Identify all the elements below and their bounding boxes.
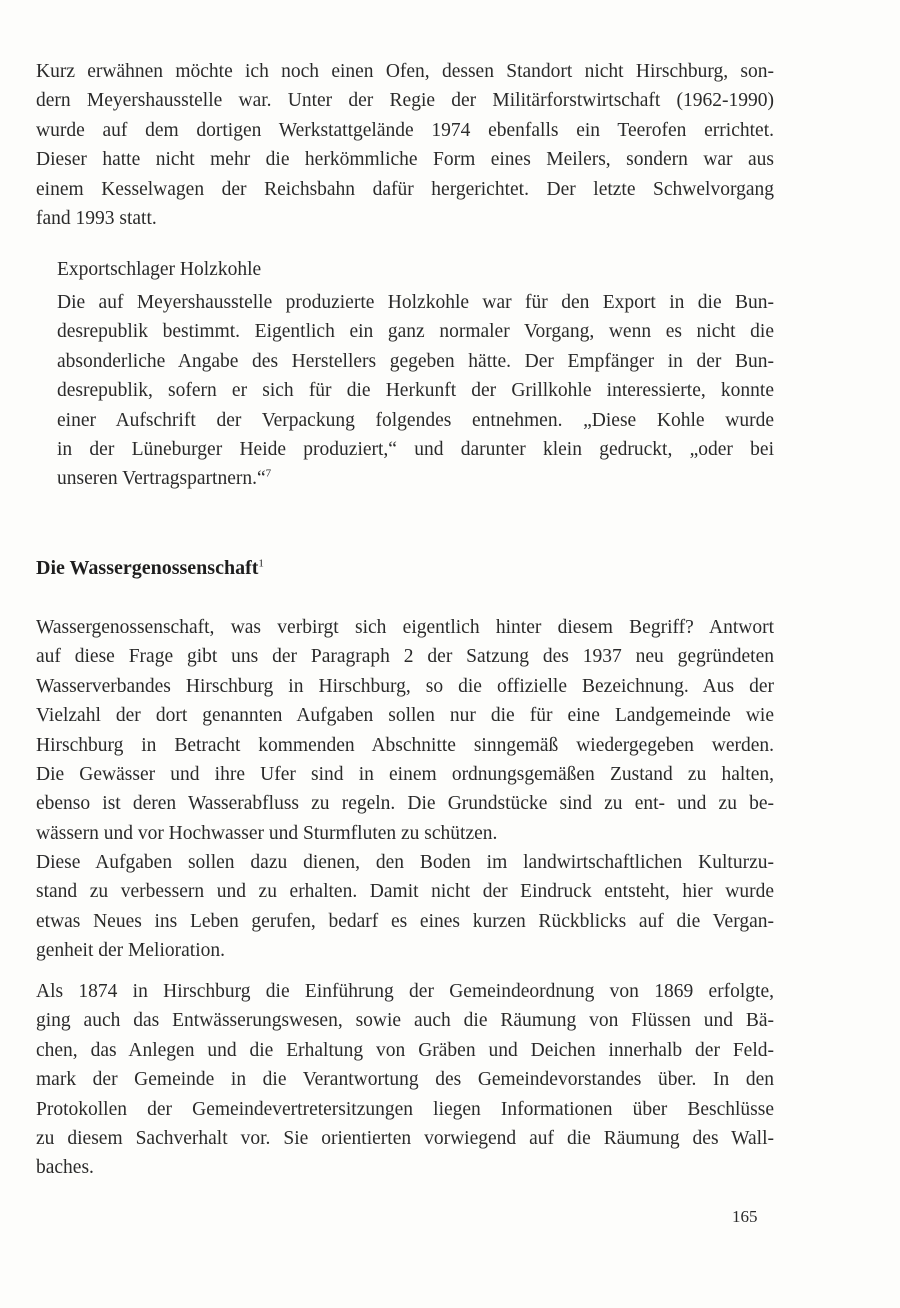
text-line-content: unseren Vertragspartnern.“ — [57, 468, 266, 490]
footnote-marker: 7 — [265, 467, 272, 480]
text-line: absonderliche Angabe des Herstellers gegeben hätte. Der Empfänger in der Bun- — [57, 350, 774, 372]
export-subheading: Exportschlager Holzkohle — [57, 259, 262, 280]
export-paragraph — [57, 288, 774, 494]
text-line: einem Kesselwagen der Reichsbahn dafür hergerichtet. Der letzte Schwelvorgang — [36, 178, 774, 200]
text-line: wurde auf dem dortigen Werkstattgelände 1974 ebenfalls ein Teerofen errichtet. — [36, 119, 774, 141]
text-line: Als 1874 in Hirschburg die Einführung der Gemeindeordnung von 1869 erfolgte, — [36, 981, 774, 1002]
text-line: desrepublik bestimmt. Eigentlich ein ganz normaler Vorgang, wenn es nicht die — [57, 321, 774, 343]
text-line: einer Aufschrift der Verpackung folgendes entnehmen. „Diese Kohle wurde — [57, 409, 774, 431]
text-line: ging auch das Entwässerungswesen, sowie auch die Räumung von Flüssen und Bä- — [36, 1010, 774, 1032]
text-line: baches. — [36, 1157, 94, 1179]
text-line: Die Gewässer und ihre Ufer sind in einem ordnungsgemäßen Zustand zu halten, — [36, 764, 774, 786]
section-heading-text: Die Wassergenossenschaft — [36, 557, 259, 579]
text-line — [57, 464, 774, 493]
text-line: auf diese Frage gibt uns der Paragraph 2 der Satzung des 1937 neu gegründeten — [36, 646, 774, 668]
text-line: Wasserverbandes Hirschburg in Hirschburg, so die offizielle Bezeichnung. Aus der — [36, 675, 774, 697]
footnote-marker: 1 — [258, 557, 264, 570]
text-line: ebenso ist deren Wasserabfluss zu regeln. Die Grundstücke sind zu ent- und zu be- — [36, 793, 774, 815]
text-line: genheit der Melioration. — [36, 940, 225, 962]
text-line: Diese Aufgaben sollen dazu dienen, den Boden im landwirtschaftlichen Kulturzu- — [36, 852, 774, 873]
text-line: etwas Neues ins Leben gerufen, bedarf es eines kurzen Rückblicks auf die Vergan- — [36, 910, 774, 932]
text-line: Vielzahl der dort genannten Aufgaben sollen nur die für eine Landgemeinde wie — [36, 705, 774, 727]
text-line: zu diesem Sachverhalt vor. Sie orientierten vorwiegend auf die Räumung des Wall- — [36, 1128, 774, 1150]
text-line: chen, das Anlegen und die Erhaltung von Gräben und Deichen innerhalb der Feld- — [36, 1039, 774, 1061]
text-line: desrepublik, sofern er sich für die Herkunft der Grillkohle interessierte, konnte — [57, 380, 774, 402]
text-line: in der Lüneburger Heide produziert,“ und darunter klein gedruckt, „oder bei — [57, 439, 774, 461]
text-line: Wassergenossenschaft, was verbirgt sich eigentlich hinter diesem Begriff? Antwort — [36, 617, 774, 638]
body-paragraph-3 — [36, 977, 774, 1183]
body-paragraph-2 — [36, 848, 774, 966]
text-line: wässern und vor Hochwasser und Sturmfluten zu schützen. — [36, 822, 498, 844]
text-line: Protokollen der Gemeindevertretersitzungen liegen Informationen über Beschlüsse — [36, 1098, 774, 1120]
text-line: Hirschburg in Betracht kommenden Abschnitte sinngemäß wiedergegeben werden. — [36, 734, 774, 756]
text-line: mark der Gemeinde in die Verantwortung des Gemeindevorstandes über. In den — [36, 1069, 774, 1091]
text-line: stand zu verbessern und zu erhalten. Damit nicht der Eindruck entsteht, hier wurde — [36, 881, 774, 903]
intro-paragraph — [36, 57, 774, 233]
page-number: 165 — [732, 1207, 758, 1226]
text-line: fand 1993 statt. — [36, 208, 157, 230]
text-line: Kurz erwähnen möchte ich noch einen Ofen, dessen Standort nicht Hirschburg, son- — [36, 61, 774, 82]
text-line: Dieser hatte nicht mehr die herkömmliche Form eines Meilers, sondern war aus — [36, 149, 774, 171]
section-heading — [36, 557, 264, 580]
text-line: dern Meyershausstelle war. Unter der Regie der Militärforstwirtschaft (1962-1990) — [36, 90, 774, 112]
body-paragraph-1 — [36, 613, 774, 848]
text-line: Die auf Meyershausstelle produzierte Holzkohle war für den Export in die Bun- — [57, 292, 774, 313]
